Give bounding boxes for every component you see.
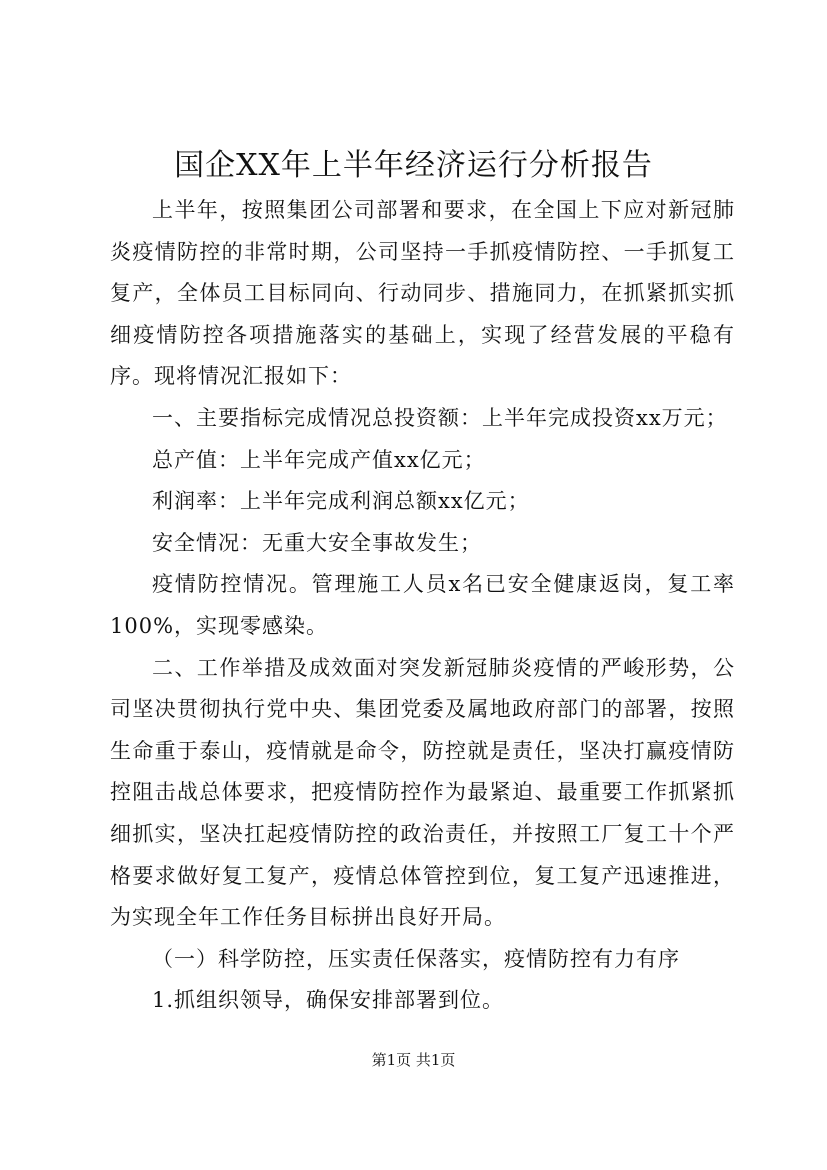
- paragraph-investment: 一、主要指标完成情况总投资额：上半年完成投资xx万元；: [152, 405, 728, 430]
- paragraph-section-heading: （一）科学防控，压实责任保落实，疫情防控有力有序: [152, 946, 680, 971]
- paragraph-subitem: 1.抓组织领导，确保安排部署到位。: [152, 988, 505, 1013]
- document-body: [110, 190, 735, 1022]
- paragraph-epidemic-control: 疫情防控情况。管理施工人员x名已安全健康返岗，复工率100%，实现零感染。: [110, 572, 735, 638]
- paragraph-intro: 上半年，按照集团公司部署和要求，在全国上下应对新冠肺炎疫情防控的非常时期，公司坚持一手抓疫情防控、一手抓复工复产，全体员工目标同向、行动同步、措施同力，在抓紧抓实抓细疫情防控各项措施落实的基础上，实现了经营发展的平稳有序。现将情况汇报如下：: [110, 198, 735, 389]
- paragraph-output-value: 总产值：上半年完成产值xx亿元；: [152, 447, 486, 472]
- document-title: 国企XX年上半年经济运行分析报告: [174, 148, 653, 183]
- page-footer: 第1页 共1页: [371, 1051, 456, 1069]
- paragraph-safety: 安全情况：无重大安全事故发生；: [152, 530, 482, 555]
- paragraph-profit: 利润率：上半年完成利润总额xx亿元；: [152, 489, 530, 514]
- paragraph-measures: 二、工作举措及成效面对突发新冠肺炎疫情的严峻形势，公司坚决贯彻执行党中央、集团党委及属地政府部门的部署，按照生命重于泰山，疫情就是命令，防控就是责任，坚决打赢疫情防控阻击战总体要求，把疫情防控作为最紧迫、最重要工作抓紧抓细抓实，坚决扛起疫情防控的政治责任，并按照工厂复工十个严格要求做好复工复产，疫情总体管控到位，复工复产迅速推进，为实现全年工作任务目标拼出良好开局。: [110, 655, 735, 930]
